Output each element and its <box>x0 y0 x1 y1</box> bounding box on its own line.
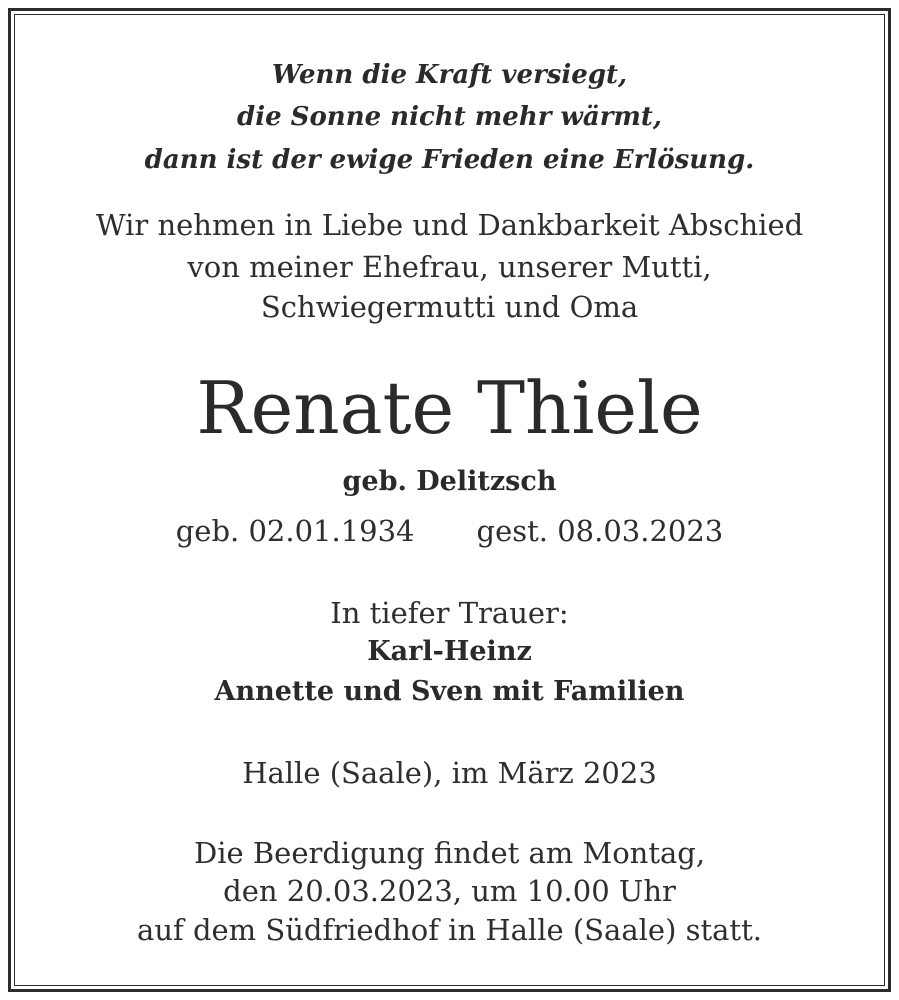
mourner-name-2: Annette und Sven mit Familien <box>214 676 685 707</box>
deceased-name: Renate Thiele <box>196 366 703 450</box>
funeral-line-1: Die Beerdigung findet am Montag, <box>193 836 706 870</box>
birth-date: geb. 02.01.1934 <box>175 514 415 548</box>
birth-name: geb. Delitzsch <box>342 466 557 497</box>
mourners-heading: In tiefer Trauer: <box>330 596 569 630</box>
intro-line-1: Wir nehmen in Liebe und Dankbarkeit Abschied <box>95 208 804 242</box>
mourner-name-1: Karl-Heinz <box>367 636 532 667</box>
intro-line-3: Schwiegermutti und Oma <box>260 290 639 324</box>
motto-line-2: die Sonne nicht mehr wärmt, <box>237 102 662 132</box>
motto-line-3: dann ist der ewige Frieden eine Erlösung. <box>144 145 755 175</box>
intro-line-2: von meiner Ehefrau, unserer Mutti, <box>187 250 712 284</box>
funeral-line-3: auf dem Südfriedhof in Halle (Saale) statt. <box>137 913 762 947</box>
place-date: Halle (Saale), im März 2023 <box>242 756 657 790</box>
funeral-line-2: den 20.03.2023, um 10.00 Uhr <box>223 874 676 908</box>
life-dates <box>0 514 899 548</box>
death-date: gest. 08.03.2023 <box>476 514 724 548</box>
motto-line-1: Wenn die Kraft versiegt, <box>271 60 628 90</box>
